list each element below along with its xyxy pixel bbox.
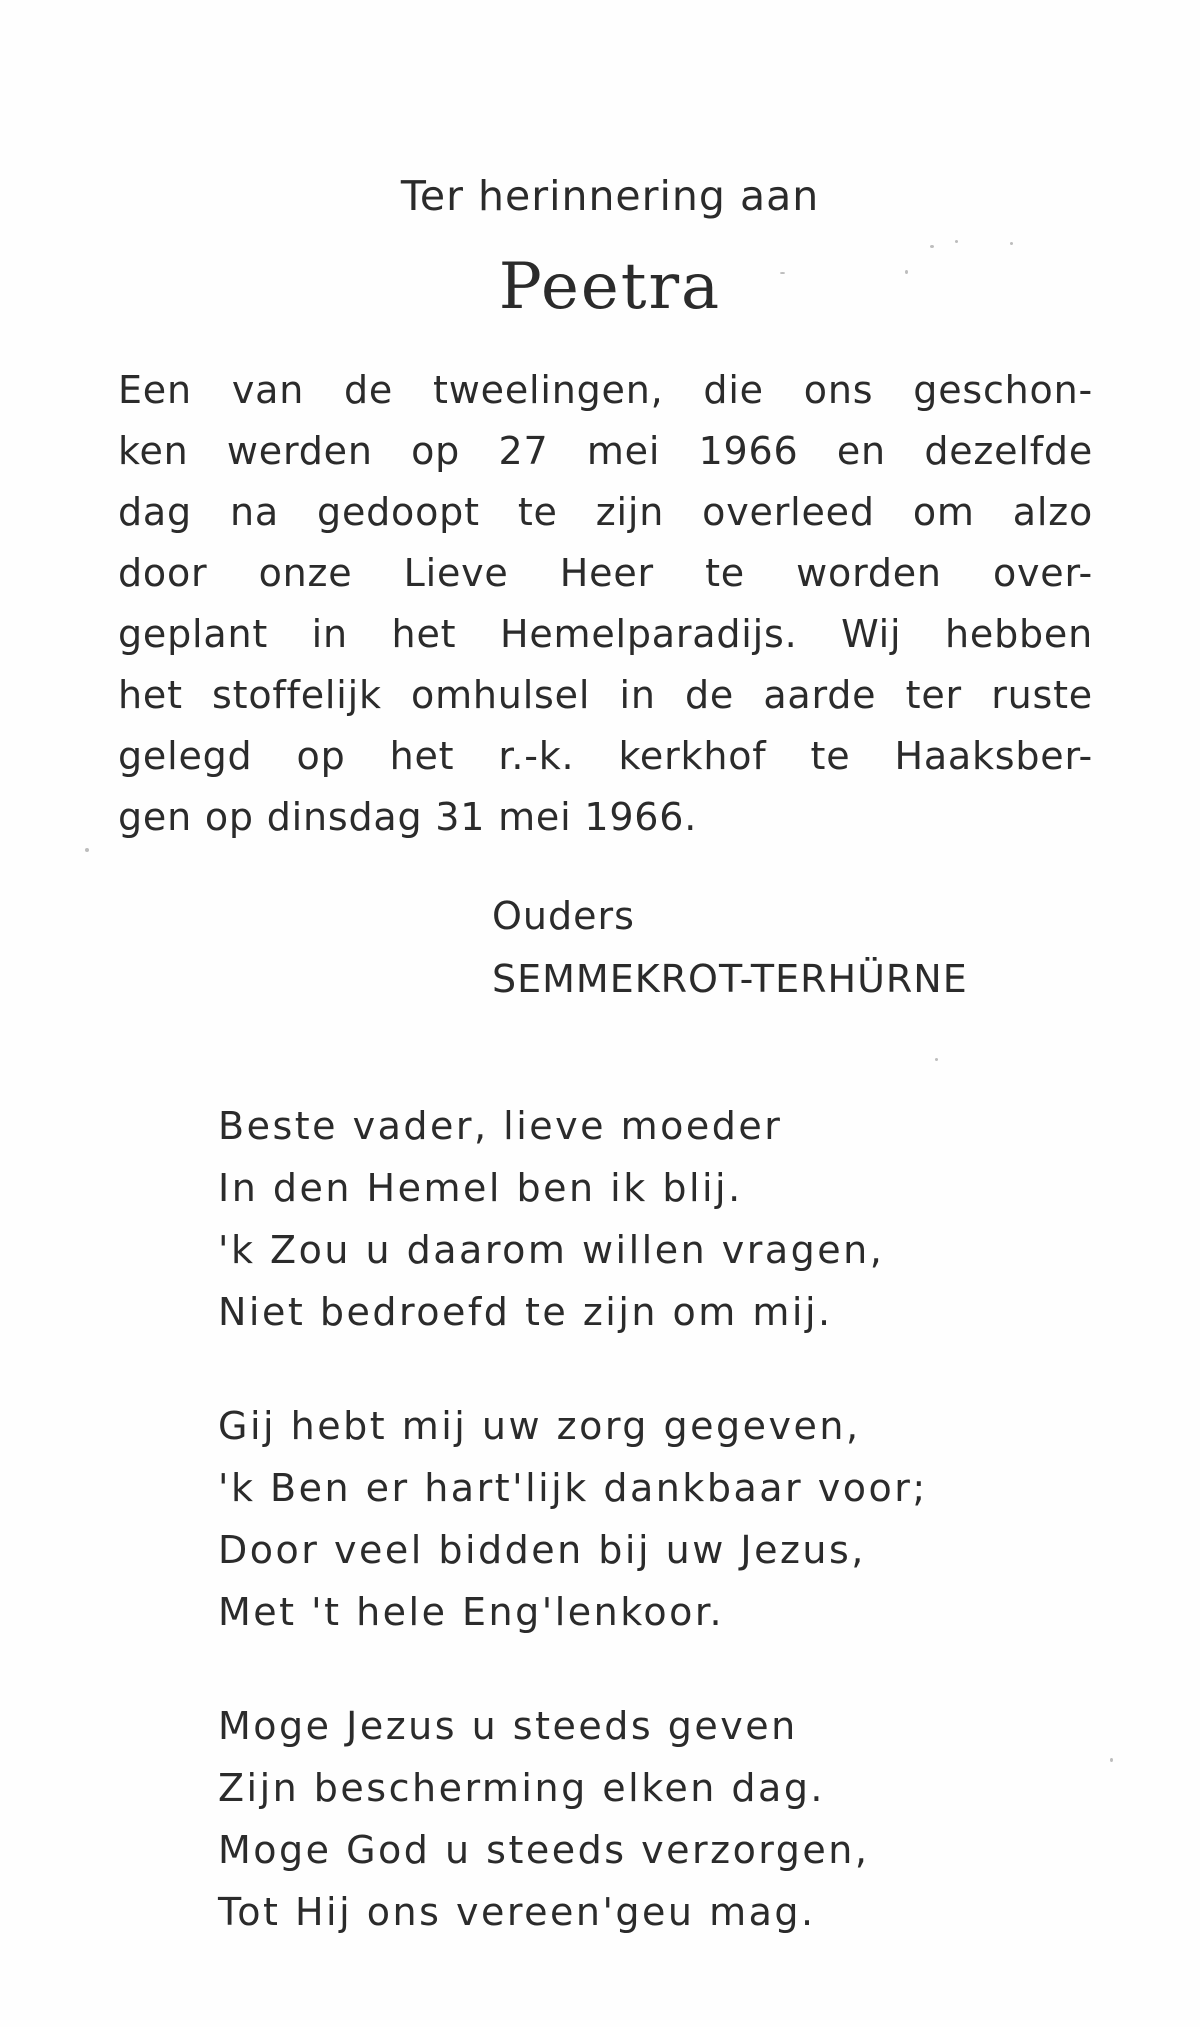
print-speck	[935, 1058, 938, 1061]
poem-line: Zijn bescherming elken dag.	[218, 1766, 826, 1810]
memorial-text-line: ken werden op 27 mei 1966 en dezelfde	[118, 429, 1093, 473]
intro-line: Ter herinnering aan	[400, 172, 820, 220]
memorial-text-line: Een van de tweelingen, die ons geschon-	[118, 368, 1093, 412]
memorial-text-line: dag na gedoopt te zijn overleed om alzo	[118, 490, 1093, 534]
memorial-text-line: geplant in het Hemelparadijs. Wij hebben	[118, 612, 1093, 656]
poem-line: Tot Hij ons vereen'geu mag.	[218, 1890, 816, 1934]
poem-stanza-2	[218, 1395, 998, 1643]
print-speck	[780, 272, 785, 274]
print-speck	[85, 848, 89, 852]
poem-line: 'k Zou u daarom willen vragen,	[218, 1228, 885, 1272]
signature-family: SEMMEKROT-TERHÜRNE	[492, 957, 968, 1001]
print-speck	[930, 245, 934, 248]
poem-line: Beste vader, lieve moeder	[218, 1104, 783, 1148]
poem-line: Gij hebt mij uw zorg gegeven,	[218, 1404, 861, 1448]
poem-line: In den Hemel ben ik blij.	[218, 1166, 743, 1210]
poem-line: Niet bedroefd te zijn om mij.	[218, 1290, 833, 1334]
poem-line: Moge Jezus u steeds geven	[218, 1704, 798, 1748]
poem-line: Moge God u steeds verzorgen,	[218, 1828, 870, 1872]
memorial-text-line: door onze Lieve Heer te worden over-	[118, 551, 1093, 595]
poem-stanza-1	[218, 1095, 998, 1343]
poem-stanza-3	[218, 1695, 998, 1943]
print-speck	[905, 270, 908, 274]
memorial-text-line: het stoffelijk omhulsel in de aarde ter ruste	[118, 673, 1093, 717]
print-speck	[1110, 1758, 1113, 1762]
poem-line: Met 't hele Eng'lenkoor.	[218, 1590, 725, 1634]
print-speck	[1010, 242, 1013, 245]
signature-label: Ouders	[492, 894, 635, 938]
poem-line: 'k Ben er hart'lijk dankbaar voor;	[218, 1466, 928, 1510]
deceased-name: Peetra	[498, 250, 722, 324]
signature-block	[492, 885, 968, 1011]
memorial-text	[118, 360, 1093, 848]
memorial-text-line: gelegd op het r.-k. kerkhof te Haaksber-	[118, 734, 1093, 778]
memorial-text-line: gen op dinsdag 31 mei 1966.	[118, 795, 698, 839]
poem-line: Door veel bidden bij uw Jezus,	[218, 1528, 866, 1572]
print-speck	[955, 240, 958, 243]
